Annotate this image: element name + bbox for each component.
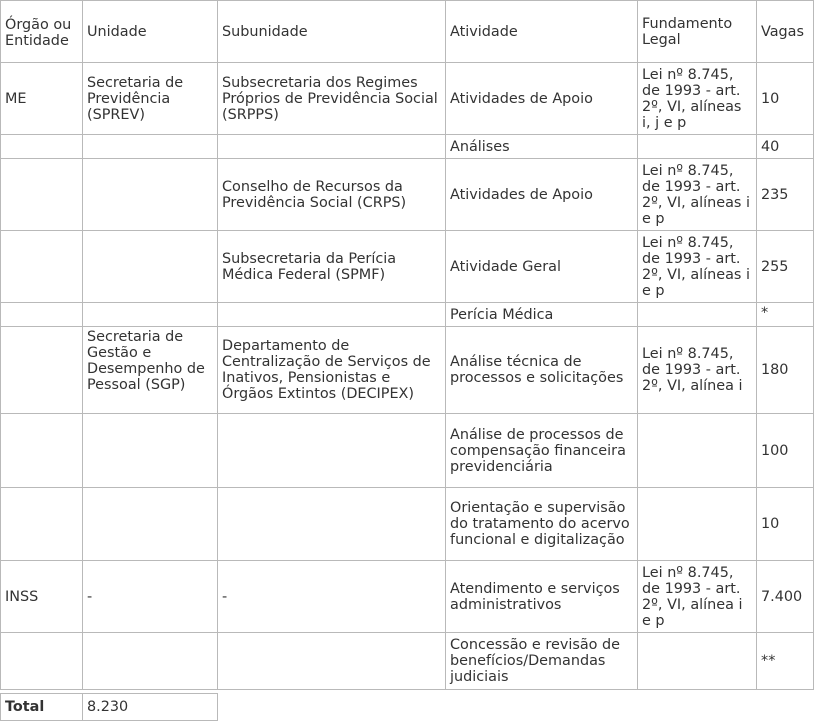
cell-fundamento	[638, 633, 757, 690]
cell-atividade: Atividades de Apoio	[446, 159, 638, 231]
cell-unidade: Secretaria de Gestão e Desempenho de Pessoal (SGP)	[83, 327, 218, 414]
header-unidade: Unidade	[83, 1, 218, 63]
cell-subunidade: Subsecretaria dos Regimes Próprios de Previdência Social (SRPPS)	[218, 63, 446, 135]
cell-fundamento: Lei nº 8.745, de 1993 - art. 2º, VI, alíneas i e p	[638, 159, 757, 231]
header-subunidade: Subunidade	[218, 1, 446, 63]
cell-atividade: Atendimento e serviços administrativos	[446, 561, 638, 633]
cell-atividade: Análise de processos de compensação financeira previdenciária	[446, 414, 638, 488]
header-vagas: Vagas	[757, 1, 814, 63]
cell-atividade: Perícia Médica	[446, 303, 638, 327]
cell-fundamento: Lei nº 8.745, de 1993 - art. 2º, VI, alíneas i, j e p	[638, 63, 757, 135]
table-row	[1, 414, 814, 488]
table-row	[1, 327, 814, 414]
cell-fundamento	[638, 135, 757, 159]
cell-vagas: 255	[757, 231, 814, 303]
cell-vagas: 10	[757, 488, 814, 561]
cell-subunidade	[218, 135, 446, 159]
total-label: Total	[1, 694, 83, 721]
cell-unidade	[83, 231, 218, 303]
table-row	[1, 488, 814, 561]
cell-unidade	[83, 135, 218, 159]
cell-atividade: Análises	[446, 135, 638, 159]
cell-unidade	[83, 633, 218, 690]
cell-orgao	[1, 327, 83, 414]
table-row	[1, 303, 814, 327]
table-row	[1, 159, 814, 231]
cell-fundamento: Lei nº 8.745, de 1993 - art. 2º, VI, alínea i e p	[638, 561, 757, 633]
cell-unidade: -	[83, 561, 218, 633]
cell-orgao	[1, 414, 83, 488]
cell-subunidade: Conselho de Recursos da Previdência Social (CRPS)	[218, 159, 446, 231]
cell-atividade: Atividades de Apoio	[446, 63, 638, 135]
header-orgao: Órgão ou Entidade	[1, 1, 83, 63]
cell-unidade: Secretaria de Previdência (SPREV)	[83, 63, 218, 135]
cell-unidade	[83, 303, 218, 327]
cell-orgao: ME	[1, 63, 83, 135]
cell-vagas: 10	[757, 63, 814, 135]
cell-fundamento	[638, 488, 757, 561]
header-row	[1, 1, 814, 63]
total-row	[0, 693, 218, 721]
cell-vagas: 40	[757, 135, 814, 159]
cell-vagas: *	[757, 303, 814, 327]
cell-subunidade: Departamento de Centralização de Serviços de Inativos, Pensionistas e Órgãos Extintos (DECIPEX)	[218, 327, 446, 414]
cell-atividade: Orientação e supervisão do tratamento do acervo funcional e digitalização	[446, 488, 638, 561]
cell-atividade: Concessão e revisão de benefícios/Demandas judiciais	[446, 633, 638, 690]
cell-atividade: Análise técnica de processos e solicitações	[446, 327, 638, 414]
header-atividade: Atividade	[446, 1, 638, 63]
cell-vagas: 235	[757, 159, 814, 231]
cell-unidade	[83, 159, 218, 231]
cell-vagas: 180	[757, 327, 814, 414]
cell-orgao	[1, 231, 83, 303]
cell-fundamento: Lei nº 8.745, de 1993 - art. 2º, VI, alíneas i e p	[638, 231, 757, 303]
cell-orgao	[1, 135, 83, 159]
cell-atividade: Atividade Geral	[446, 231, 638, 303]
table-row	[1, 135, 814, 159]
cell-orgao	[1, 488, 83, 561]
cell-orgao	[1, 159, 83, 231]
cell-orgao	[1, 633, 83, 690]
cell-subunidade: Subsecretaria da Perícia Médica Federal (SPMF)	[218, 231, 446, 303]
table-row	[1, 231, 814, 303]
cell-subunidade	[218, 303, 446, 327]
table-row	[1, 561, 814, 633]
cell-vagas: 100	[757, 414, 814, 488]
cell-vagas: **	[757, 633, 814, 690]
table-row	[1, 633, 814, 690]
cell-fundamento	[638, 303, 757, 327]
cell-unidade	[83, 414, 218, 488]
cell-subunidade	[218, 414, 446, 488]
cell-subunidade: -	[218, 561, 446, 633]
cell-orgao	[1, 303, 83, 327]
cell-fundamento	[638, 414, 757, 488]
cell-subunidade	[218, 633, 446, 690]
cell-fundamento: Lei nº 8.745, de 1993 - art. 2º, VI, alínea i	[638, 327, 757, 414]
header-fundamento: Fundamento Legal	[638, 1, 757, 63]
cell-unidade	[83, 488, 218, 561]
cell-subunidade	[218, 488, 446, 561]
total-value: 8.230	[83, 694, 218, 721]
cell-vagas: 7.400	[757, 561, 814, 633]
table-row	[1, 63, 814, 135]
cell-orgao: INSS	[1, 561, 83, 633]
